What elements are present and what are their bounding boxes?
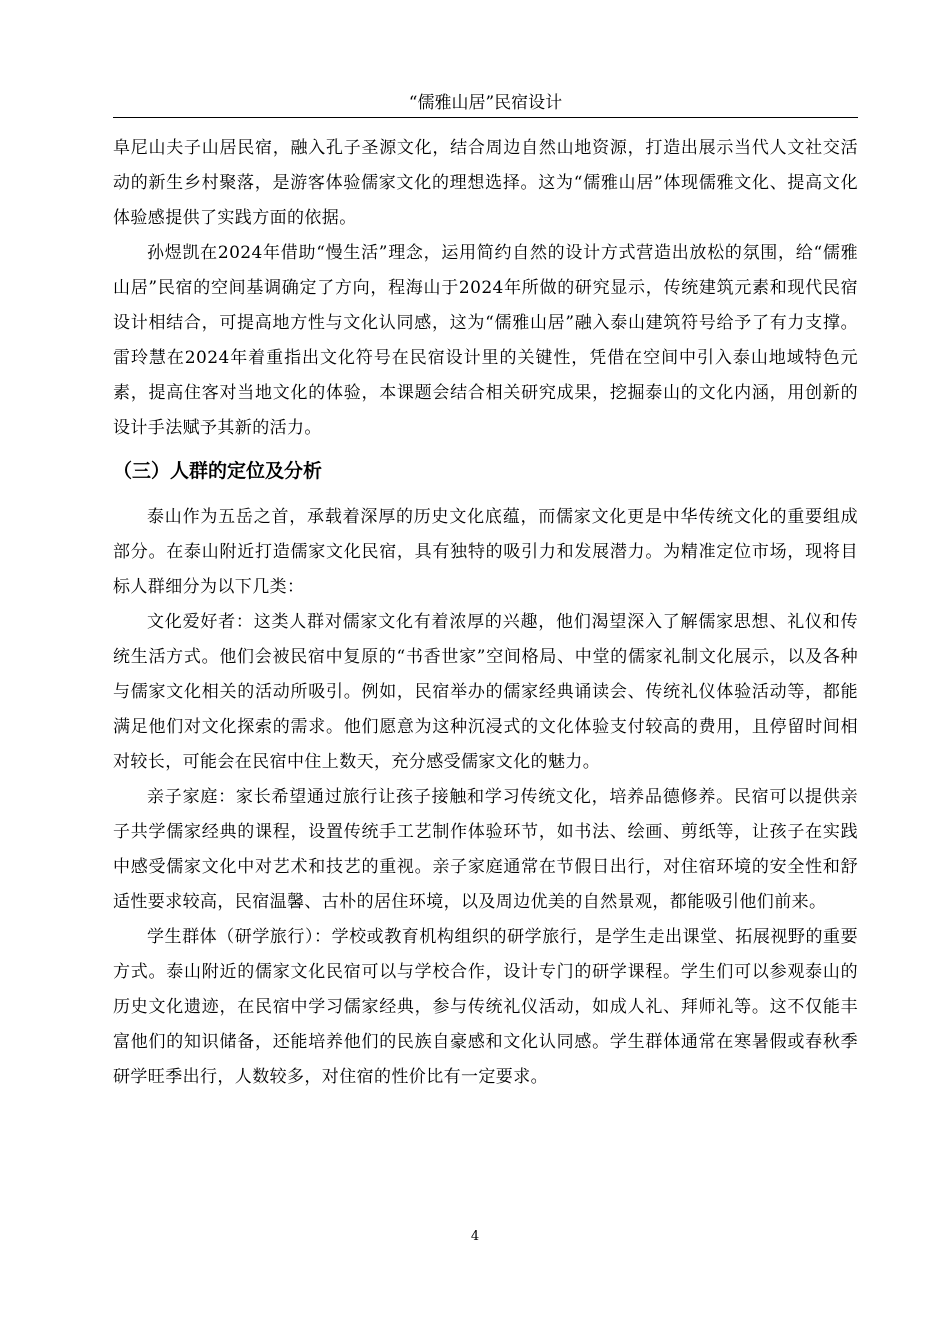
section-heading: （三）人群的定位及分析 — [113, 460, 323, 482]
page-number: 4 — [470, 1229, 480, 1244]
header-rule — [113, 117, 858, 118]
paragraph: 亲子家庭：家长希望通过旅行让孩子接触和学习传统文化，培养品德修养。民宿可以提供亲子共学儒家经典的课程，设置传统手工艺制作体验环节，如书法、绘画、剪纸等，让孩子在实践中感受儒家文化中对艺术和技艺的重视。亲子家庭通常在节假日出行，对住宿环境的安全性和舒适性要求较高，民宿温馨、古朴的居住环境，以及周边优美的自然景观，都能吸引他们前来。 — [113, 787, 858, 912]
paragraph: 学生群体（研学旅行）：学校或教育机构组织的研学旅行，是学生走出课堂、拓展视野的重要方式。泰山附近的儒家文化民宿可以与学校合作，设计专门的研学课程。学生们可以参观泰山的历史文化遗迹，在民宿中学习儒家经典，参与传统礼仪活动，如成人礼、拜师礼等。这不仅能丰富他们的知识储备，还能培养他们的民族自豪感和文化认同感。学生群体通常在寒暑假或春秋季研学旺季出行，人数较多，对住宿的性价比有一定要求。 — [113, 927, 858, 1087]
document-body — [113, 131, 858, 1095]
paragraph: 泰山作为五岳之首，承载着深厚的历史文化底蕴，而儒家文化更是中华传统文化的重要组成部分。在泰山附近打造儒家文化民宿，具有独特的吸引力和发展潜力。为精准定位市场，现将目标人群细分为以下几类： — [113, 507, 858, 597]
running-header: “儒雅山居”民宿设计 — [408, 93, 563, 113]
paragraph-continued: 阜尼山夫子山居民宿，融入孔子圣源文化，结合周边自然山地资源，打造出展示当代人文社交活动的新生乡村聚落，是游客体验儒家文化的理想选择。这为“儒雅山居”体现儒雅文化、提高文化体验感提供了实践方面的依据。 — [113, 138, 858, 228]
paragraph: 文化爱好者：这类人群对儒家文化有着浓厚的兴趣，他们渴望深入了解儒家思想、礼仪和传统生活方式。他们会被民宿中复原的“书香世家”空间格局、中堂的儒家礼制文化展示，以及各种与儒家文化相关的活动所吸引。例如，民宿举办的儒家经典诵读会、传统礼仪体验活动等，都能满足他们对文化探索的需求。他们愿意为这种沉浸式的文化体验支付较高的费用，且停留时间相对较长，可能会在民宿中住上数天，充分感受儒家文化的魅力。 — [113, 612, 858, 772]
paragraph: 孙煜凯在2024年借助“慢生活”理念，运用简约自然的设计方式营造出放松的氛围，给“儒雅山居”民宿的空间基调确定了方向，程海山于2024年所做的研究显示，传统建筑元素和现代民宿设计相结合，可提高地方性与文化认同感，这为“儒雅山居”融入泰山建筑符号给予了有力支撑。雷玲慧在2024年着重指出文化符号在民宿设计里的关键性，凭借在空间中引入泰山地域特色元素，提高住客对当地文化的体验，本课题会结合相关研究成果，挖掘泰山的文化内涵，用创新的设计手法赋予其新的活力。 — [113, 243, 858, 438]
